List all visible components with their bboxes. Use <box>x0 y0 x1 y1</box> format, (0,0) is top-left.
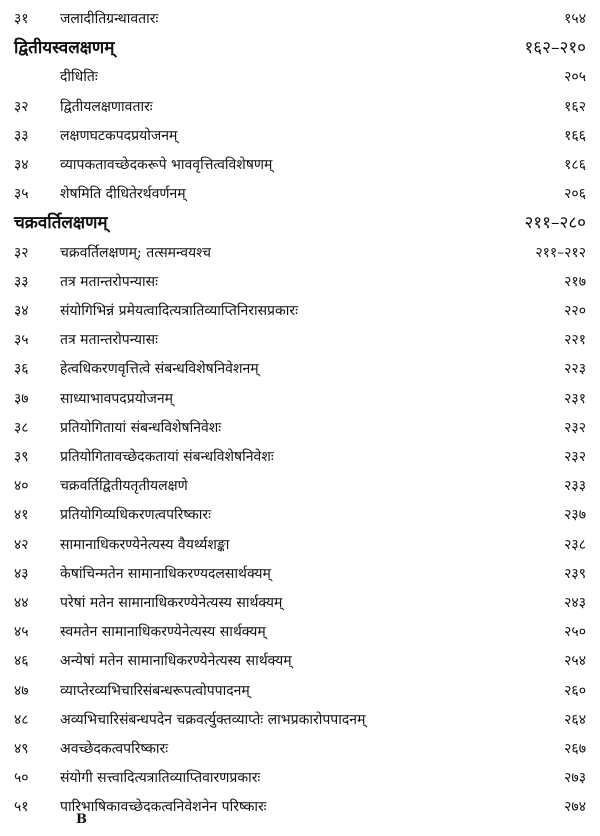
toc-entry-number: ३२ <box>14 244 29 261</box>
toc-entry-title: हेत्वधिकरणवृत्तित्वे संबन्धविशेषनिवेशनम् <box>60 361 259 378</box>
toc-entry-title: तत्र मतान्तरोपन्यासः <box>60 332 158 349</box>
toc-entry-page: २१७ <box>564 273 586 290</box>
toc-entry-page: १६२ <box>564 98 586 115</box>
toc-entry-number: ४८ <box>14 711 29 728</box>
toc-entry-number: ३२ <box>14 98 29 115</box>
toc-entry-number: ५० <box>14 770 29 787</box>
toc-entry-page: २३८ <box>564 536 586 553</box>
toc-entry-number: ३९ <box>14 449 29 465</box>
toc-entry-page: २३१ <box>564 390 586 407</box>
toc-entry-page: २२३ <box>564 361 586 378</box>
toc-entry-title: सामानाधिकरण्येनेत्यस्य वैयर्थ्यशङ्का <box>60 536 230 553</box>
toc-entry <box>0 646 600 676</box>
toc-entry <box>0 763 600 793</box>
toc-entry-number: ४१ <box>14 507 29 524</box>
toc-section-heading <box>0 208 600 238</box>
toc-entry-page: २६० <box>564 682 586 699</box>
toc-entry-number: ३८ <box>14 419 29 436</box>
toc-entry <box>0 354 600 384</box>
toc-entry-number: ४९ <box>14 741 29 757</box>
toc-entry <box>0 734 600 764</box>
toc-entry-title: संयोगी सत्त्वादित्यत्रातिव्याप्तिवारणप्रकारः <box>60 770 261 787</box>
toc-entry <box>0 238 600 268</box>
toc-entry-number: ४३ <box>14 565 29 582</box>
toc-entry-number: ३५ <box>14 332 29 349</box>
toc-entry-page: १६२–२१० <box>524 37 586 58</box>
section-title: चक्रवर्तिलक्षणम् <box>14 212 108 233</box>
toc-entry-page: २५० <box>564 624 586 641</box>
toc-entry <box>0 4 600 34</box>
toc-entry-title: स्वमतेन सामानाधिकरण्येनेत्यस्य सार्थक्यम् <box>60 624 266 641</box>
toc-entry-title: द्वितीयलक्षणावतारः <box>60 98 153 115</box>
toc-entry-title: व्याप्तेरव्यभिचारिसंबन्धरूपत्वोपपादनम् <box>60 682 250 699</box>
page-signature: B <box>76 812 87 827</box>
toc-entry-page: २५४ <box>564 653 586 670</box>
toc-entry <box>0 705 600 735</box>
toc-entry <box>0 121 600 151</box>
toc-entry-title: प्रतियोगितायां संबन्धविशेषनिवेशः <box>60 419 222 436</box>
toc-entry-number: ३३ <box>14 127 29 144</box>
toc-entry <box>0 617 600 647</box>
toc-entry-number: ४२ <box>14 536 29 553</box>
toc-entry-page: २११–२८० <box>524 212 586 233</box>
toc-entry-page: २३२ <box>564 449 586 465</box>
toc-section-heading <box>0 33 600 63</box>
toc-entry <box>0 179 600 209</box>
toc-entry-page: २७३ <box>564 770 586 787</box>
toc-entry-number: ४४ <box>14 595 29 611</box>
toc-entry-title: अव्यभिचारिसंबन्धपदेन चक्रवर्त्युक्तव्याप्तेः लाभप्रकारोपपादनम् <box>60 711 366 728</box>
toc-entry-page: २२१ <box>564 332 586 349</box>
toc-entry-title: संयोगिभिन्नं प्रमेयत्वादित्यत्रातिव्याप्तिनिरासप्रकारः <box>60 303 298 319</box>
toc-entry-page: २६७ <box>564 741 586 757</box>
toc-entry <box>0 413 600 443</box>
toc-entry-page: २७४ <box>564 799 586 816</box>
toc-entry-number: ५१ <box>14 799 29 816</box>
toc-entry-page: २६४ <box>564 711 586 728</box>
toc-entry-title: परेषां मतेन सामानाधिकरण्येनेत्यस्य सार्थक्यम् <box>60 595 283 611</box>
toc-entry <box>0 62 600 92</box>
toc-entry-page: १६६ <box>564 127 586 144</box>
toc-entry <box>0 559 600 589</box>
section-title: द्वितीयस्वलक्षणम् <box>14 37 115 58</box>
toc-entry-number: ३४ <box>14 157 29 173</box>
toc-entry-number: ३६ <box>14 361 29 378</box>
toc-entry-number: ४७ <box>14 682 29 699</box>
toc-entry-title: साध्याभावपदप्रयोजनम् <box>60 390 173 407</box>
toc-entry-page: २४३ <box>564 595 586 611</box>
toc-entry-page: २३७ <box>564 507 586 524</box>
toc-entry <box>0 325 600 355</box>
toc-entry-page: २११–२१२ <box>535 244 586 261</box>
toc-entry-title: प्रतियोगितावच्छेदकतायां संबन्धविशेषनिवेशः <box>60 449 274 465</box>
toc-entry-title: चक्रवर्तिद्वितीयतृतीयलक्षणे <box>60 478 188 495</box>
toc-entry-number: ३७ <box>14 390 29 407</box>
toc-entry-number: ४० <box>14 478 29 495</box>
toc-entry-title: प्रतियोगिव्यधिकरणत्वपरिष्कारः <box>60 507 211 524</box>
toc-entry <box>0 588 600 618</box>
toc-entry <box>0 471 600 501</box>
toc-entry-page: २३९ <box>564 565 586 582</box>
toc-entry-title: चक्रवर्तिलक्षणम्; तत्समन्वयश्च <box>60 244 211 261</box>
toc-entry-title: शेषमिति दीधितेरर्थवर्णनम् <box>60 186 186 203</box>
toc-entry-number: ३४ <box>14 303 29 319</box>
toc-entry-number: ४६ <box>14 653 29 670</box>
toc-entry-title: व्यापकतावच्छेदकरूपे भाववृत्तित्वविशेषणम् <box>60 157 273 173</box>
toc-entry-number: ३५ <box>14 186 29 203</box>
toc-entry <box>0 792 600 822</box>
toc-entry-number: ३१ <box>14 11 29 27</box>
toc-entry <box>0 530 600 560</box>
toc-entry-title: जलादीतिग्रन्थावतारः <box>60 11 159 27</box>
toc-entry-page: १५४ <box>564 11 586 27</box>
toc-entry-number: ४५ <box>14 624 29 641</box>
toc-entry-title: लक्षणघटकपदप्रयोजनम् <box>60 127 178 144</box>
toc-entry <box>0 676 600 706</box>
toc-entry-title: केषांचिन्मतेन सामानाधिकरण्यदलसार्थक्यम् <box>60 565 271 582</box>
toc-entry-title: पारिभाषिकावच्छेदकत्वनिवेशनेन परिष्कारः <box>60 799 267 816</box>
toc-entry <box>0 267 600 297</box>
toc-entry-page: २३३ <box>564 478 586 495</box>
toc-entry-title: अवच्छेदकत्वपरिष्कारः <box>60 741 169 757</box>
toc-entry-page: २२० <box>564 303 586 319</box>
toc-entry <box>0 500 600 530</box>
toc-entry <box>0 150 600 180</box>
toc-entry <box>0 442 600 472</box>
toc-entry-page: २०५ <box>564 69 586 86</box>
toc-entry-page: १८६ <box>564 157 586 173</box>
toc-entry-page: २०६ <box>564 186 586 203</box>
toc-entry-page: २३२ <box>564 419 586 436</box>
toc-entry-title: दीधितिः <box>60 69 98 86</box>
toc-entry-title: तत्र मतान्तरोपन्यासः <box>60 273 158 290</box>
toc-entry <box>0 92 600 122</box>
toc-entry <box>0 384 600 414</box>
toc-entry-title: अन्येषां मतेन सामानाधिकरण्येनेत्यस्य सार्थक्यम् <box>60 653 292 670</box>
toc-entry-number: ३३ <box>14 273 29 290</box>
toc-entry <box>0 296 600 326</box>
